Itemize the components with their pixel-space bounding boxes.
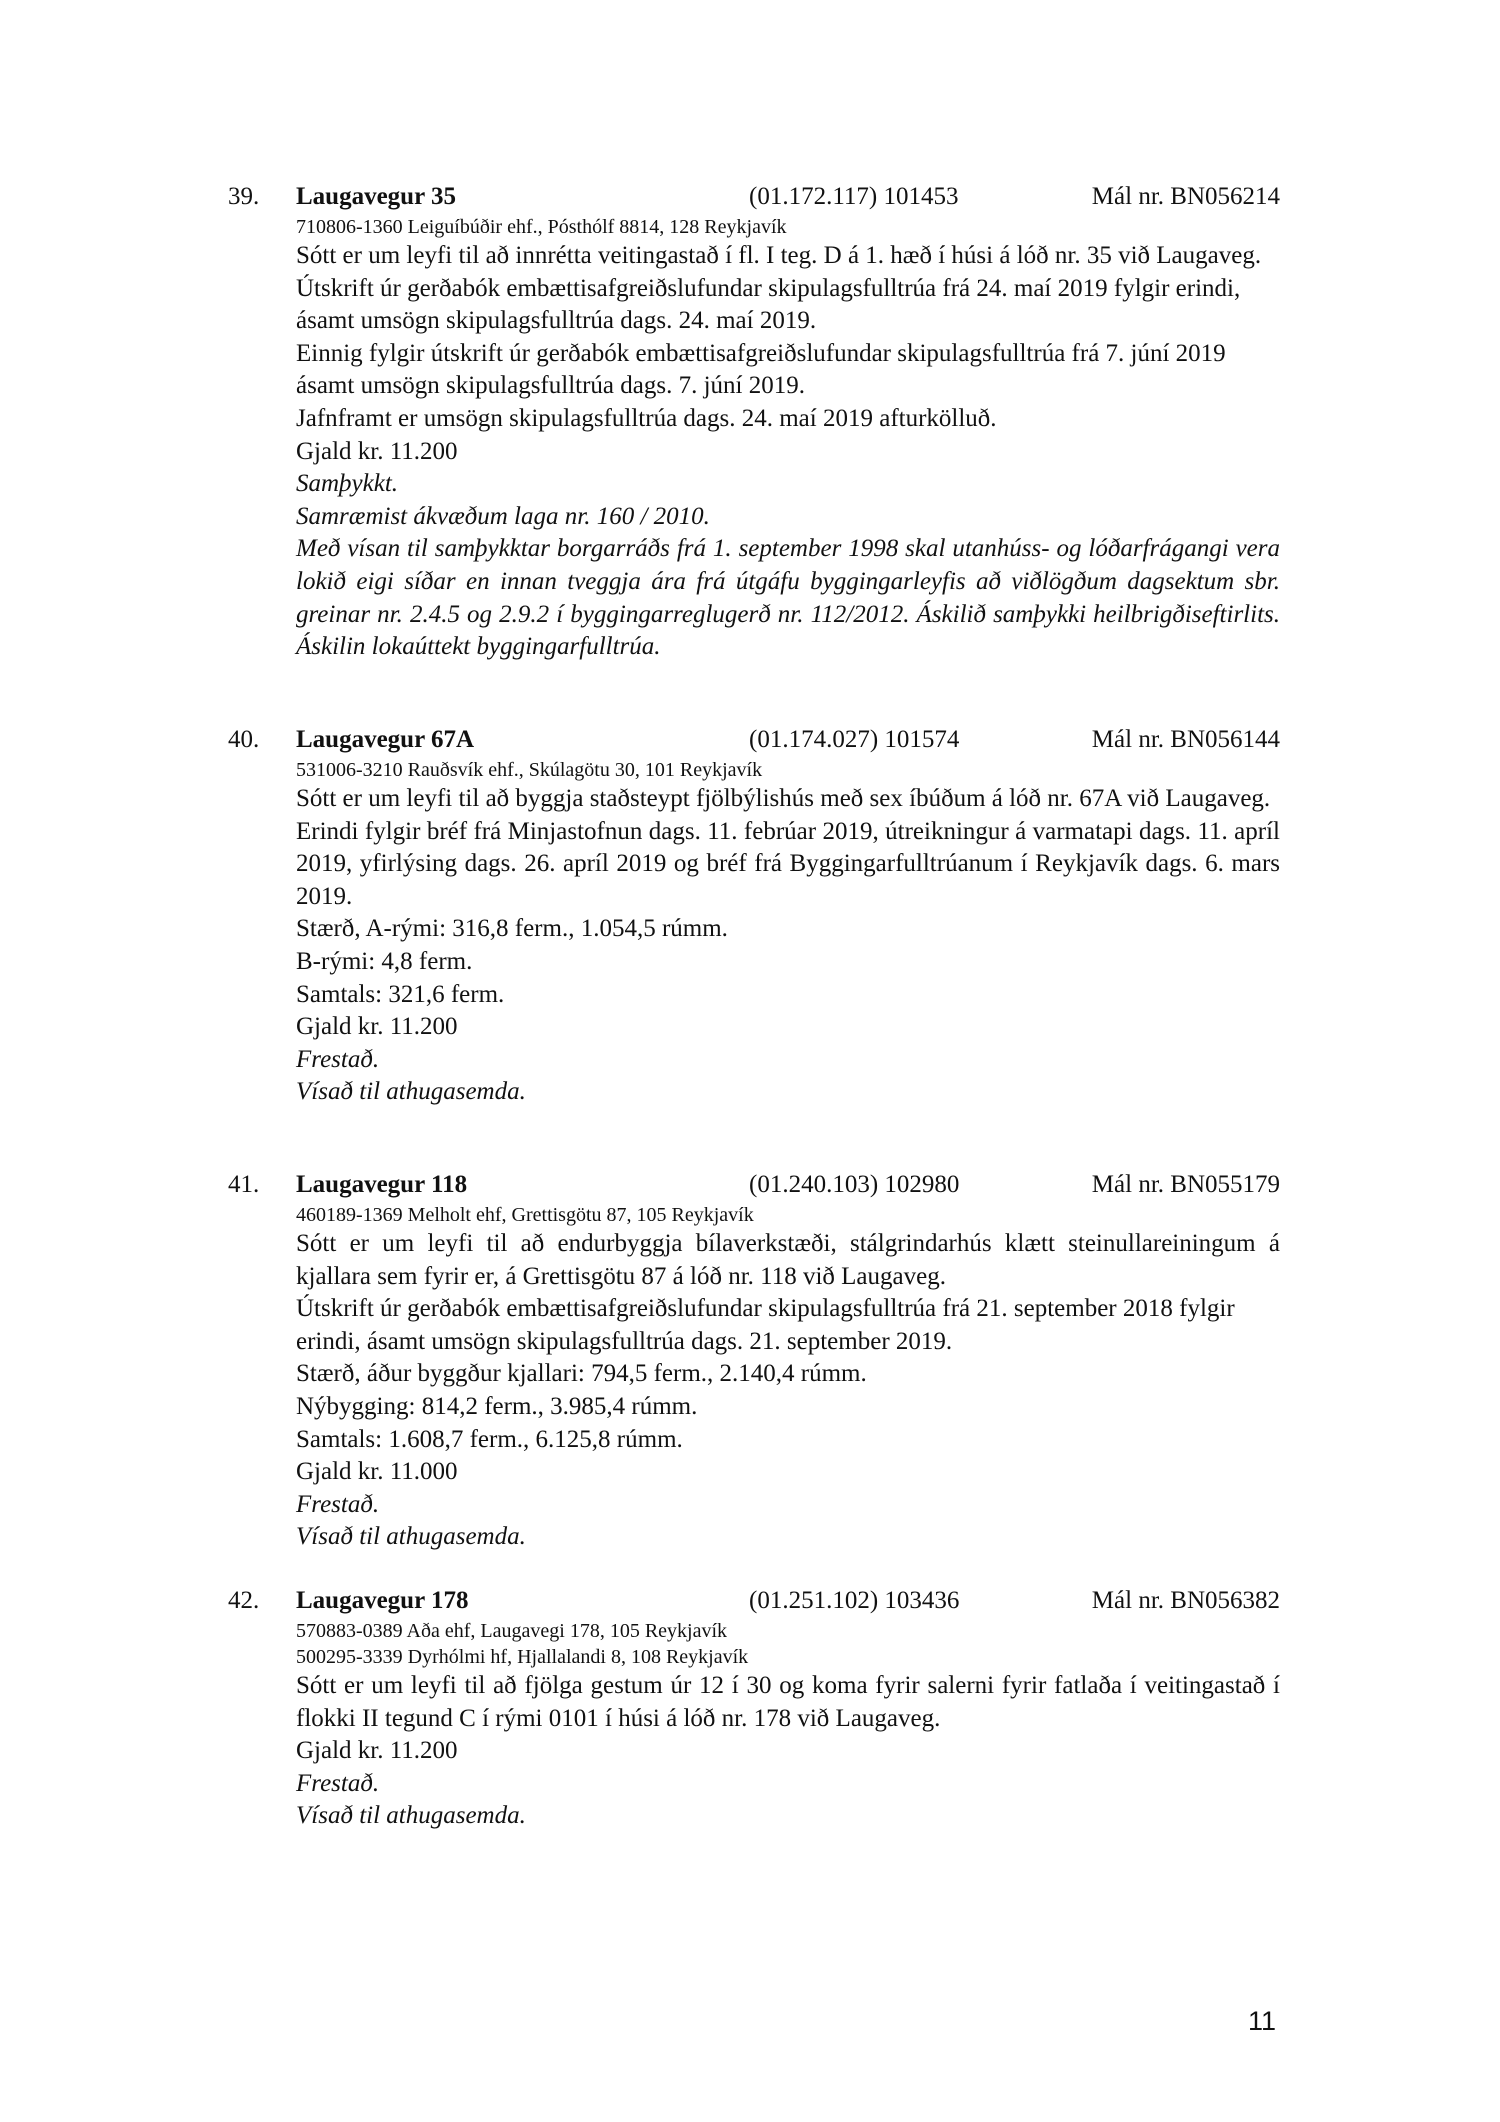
entry-reference: (01.240.103) 102980 <box>749 1171 960 1198</box>
decision-line: Vísað til athugasemda. <box>296 1078 526 1106</box>
entry-body <box>296 214 1280 664</box>
applicant: 500295-3339 Dyrhólmi hf, Hjallalandi 8, 108 Reykjavík <box>296 1646 749 1668</box>
applicant: 531006-3210 Rauðsvík ehf., Skúlagötu 30, 101 Reykjavík <box>296 759 763 781</box>
entry-case-number: Mál nr. BN055179 <box>1091 1171 1280 1198</box>
entry-text-line: Stærð, A-rými: 316,8 ferm., 1.054,5 rúmm. <box>296 915 728 943</box>
decision-line: Samræmist ákvæðum laga nr. 160 / 2010. <box>296 502 710 530</box>
entry-text-line: Samtals: 1.608,7 ferm., 6.125,8 rúmm. <box>296 1425 683 1453</box>
entry-text-line: Samtals: 321,6 ferm. <box>296 980 505 1008</box>
entry-number: 41. <box>228 1171 260 1198</box>
entry-text-line: Sótt er um leyfi til að byggja staðsteypt fjölbýlishús með sex íbúðum á lóð nr. 67A við Laugaveg. <box>296 785 1271 812</box>
entry-header <box>228 723 1280 757</box>
entry-reference: (01.174.027) 101574 <box>749 726 960 753</box>
entry-body <box>296 1202 1280 1554</box>
fee-line: Gjald kr. 11.200 <box>296 437 458 465</box>
case-entry-41 <box>228 1168 1280 1554</box>
fee-line: Gjald kr. 11.200 <box>296 1013 458 1041</box>
entry-body <box>296 757 1280 1109</box>
entry-number: 40. <box>228 726 260 753</box>
entry-text-line: B-rými: 4,8 ferm. <box>296 947 473 975</box>
entry-address: Laugavegur 67A <box>296 726 475 753</box>
entry-text-line: Jafnframt er umsögn skipulagsfulltrúa dags. 24. maí 2019 afturkölluð. <box>296 404 997 432</box>
entry-text-line: Sótt er um leyfi til að innrétta veitingastað í fl. I teg. D á 1. hæð í húsi á lóð nr. 35 við Laugaveg. <box>296 242 1262 269</box>
decision-line: Frestað. <box>296 1769 380 1797</box>
applicant: 570883-0389 Aða ehf, Laugavegi 178, 105 Reykjavík <box>296 1620 728 1642</box>
decision-line: Frestað. <box>296 1490 380 1518</box>
entry-reference: (01.251.102) 103436 <box>749 1587 960 1614</box>
case-entry-39 <box>228 180 1280 664</box>
entry-header <box>228 1584 1280 1618</box>
entry-text-line: Sótt er um leyfi til að endurbyggja bílaverkstæði, stálgrindarhús klætt steinullareiningum á kjallara sem fyrir er, á Grettisgötu 87 á lóð nr. 118 við Laugaveg. <box>296 1230 1280 1290</box>
entry-body <box>296 1618 1280 1833</box>
entry-number: 42. <box>228 1587 260 1614</box>
entry-case-number: Mál nr. BN056144 <box>1091 726 1280 753</box>
decision-line: Frestað. <box>296 1045 380 1073</box>
entry-text-line: Nýbygging: 814,2 ferm., 3.985,4 rúmm. <box>296 1392 698 1420</box>
entry-text-line: Útskrift úr gerðabók embættisafgreiðslufundar skipulagsfulltrúa frá 21. september 2018 fylgir erindi, ásamt umsögn skipulagsfulltrúa dags. 21. september 2019. <box>296 1295 1235 1355</box>
entry-header <box>228 180 1280 214</box>
applicant: 710806-1360 Leiguíbúðir ehf., Pósthólf 8814, 128 Reykjavík <box>296 216 787 238</box>
case-entry-42 <box>228 1584 1280 1833</box>
entry-case-number: Mál nr. BN056214 <box>1091 183 1280 210</box>
entry-text-line: Erindi fylgir bréf frá Minjastofnun dags. 11. febrúar 2019, útreikningur á varmatapi dags. 11. apríl 2019, yfirlýsing dags. 26. apríl 2019 og bréf frá Byggingarfulltrúanum í Reykjavík dags. 6. mars 2019. <box>296 817 1280 910</box>
fee-line: Gjald kr. 11.200 <box>296 1737 458 1765</box>
fee-line: Gjald kr. 11.000 <box>296 1458 458 1486</box>
decision-line: Vísað til athugasemda. <box>296 1802 526 1830</box>
case-entry-40 <box>228 723 1280 1109</box>
decision-line: Samþykkt. <box>296 470 399 498</box>
entry-address: Laugavegur 118 <box>296 1171 468 1198</box>
entry-text-line: Sótt er um leyfi til að fjölga gestum úr 12 í 30 og koma fyrir salerni fyrir fatlaða í veitingastað í flokki II tegund C í rými 0101 í húsi á lóð nr. 178 við Laugaveg. <box>296 1672 1280 1732</box>
applicant: 460189-1369 Melholt ehf, Grettisgötu 87, 105 Reykjavík <box>296 1204 754 1226</box>
entry-number: 39. <box>228 183 260 210</box>
entry-header <box>228 1168 1280 1202</box>
entry-case-number: Mál nr. BN056382 <box>1091 1587 1280 1614</box>
entry-text-line: Útskrift úr gerðabók embættisafgreiðslufundar skipulagsfulltrúa frá 24. maí 2019 fylgir erindi, ásamt umsögn skipulagsfulltrúa dags. 24. maí 2019. <box>296 274 1241 335</box>
decision-line: Með vísan til samþykktar borgarráðs frá 1. september 1998 skal utanhúss- og lóðarfrágangi vera lokið eigi síðar en innan tveggja ára frá útgáfu byggingarleyfis að viðlögðum dagsektum sbr. greinar nr. 2.4.5 og 2.9.2 í byggingarreglugerð nr. 112/2012. Áskilið samþykki heilbrigðiseftirlits. Áskilin lokaúttekt byggingarfulltrúa. <box>296 535 1280 661</box>
page-number: 11 <box>1248 2006 1277 2036</box>
entry-address: Laugavegur 35 <box>296 183 456 210</box>
entry-text-line: Stærð, áður byggður kjallari: 794,5 ferm., 2.140,4 rúmm. <box>296 1360 867 1388</box>
entry-text-line: Einnig fylgir útskrift úr gerðabók embættisafgreiðslufundar skipulagsfulltrúa frá 7. júní 2019 ásamt umsögn skipulagsfulltrúa dags. 7. júní 2019. <box>296 339 1226 400</box>
entry-address: Laugavegur 178 <box>296 1587 469 1614</box>
entry-reference: (01.172.117) 101453 <box>749 183 959 210</box>
decision-line: Vísað til athugasemda. <box>296 1523 526 1551</box>
